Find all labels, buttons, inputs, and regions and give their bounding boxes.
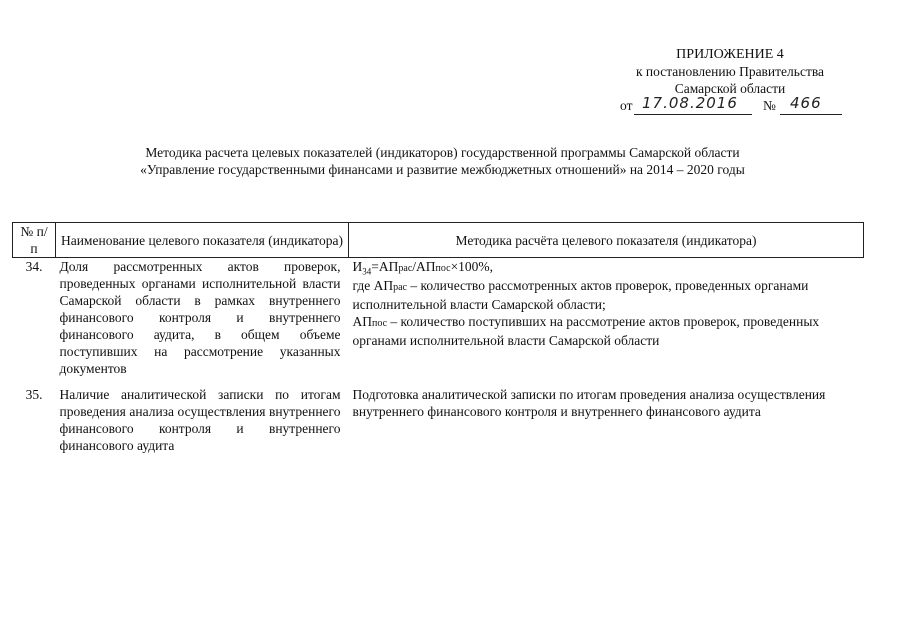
document-title xyxy=(40,144,845,178)
document-title-line-1: Методика расчета целевых показателей (индикаторов) государственной программы Самарской области xyxy=(145,145,740,160)
row-number: 34. xyxy=(25,259,43,274)
handwritten-number: 466 xyxy=(790,94,822,112)
table-row xyxy=(13,258,864,387)
table-header-row xyxy=(13,223,864,258)
header-indicator-name: Наименование целевого показателя (индикатора) xyxy=(56,223,349,258)
indicator-method xyxy=(349,258,864,387)
indicators-table-wrapper xyxy=(12,222,864,454)
formula-definition-2: АПпос – количество поступивших на рассмотрение актов проверок, проведенных органами исполнительной власти Самарской области xyxy=(352,314,820,348)
appendix-title: ПРИЛОЖЕНИЕ 4 xyxy=(676,47,784,62)
date-underline xyxy=(634,114,752,115)
number-prefix: № xyxy=(763,98,776,113)
indicator-method: Подготовка аналитической записки по итогам проведения анализа осуществления внутреннего финансового контроля и внутреннего финансового аудита xyxy=(352,387,826,419)
appendix-header xyxy=(600,46,860,117)
appendix-line-1: к постановлению Правительства xyxy=(635,64,825,79)
header-number: № п/п xyxy=(13,223,56,258)
formula-definition-1: где АПрас – количество рассмотренных актов проверок, проведенных органами исполнительной власти Самарской области; xyxy=(352,278,809,312)
handwritten-date: 17.08.2016 xyxy=(642,94,738,112)
appendix-line-2: Самарской области xyxy=(674,81,786,96)
document-title-line-2: «Управление государственными финансами и развитие межбюджетных отношений» на 2014 – 2020 годы xyxy=(140,162,745,177)
date-prefix: от xyxy=(620,98,633,113)
date-number-line xyxy=(600,94,860,117)
indicators-table xyxy=(12,222,864,454)
header-method: Методика расчёта целевого показателя (индикатора) xyxy=(349,223,864,258)
indicator-name: Доля рассмотренных актов проверок, проведенных органами исполнительной власти Самарской области в рамках внутреннего финансового контроля и внутреннего финансового аудита, в общем объеме поступивших на рассмотрение указанных документов xyxy=(59,259,341,376)
number-underline xyxy=(780,114,842,115)
indicator-name: Наличие аналитической записки по итогам проведения анализа осуществления внутреннего финансового контроля и внутреннего финансового аудита xyxy=(59,387,341,453)
formula: $И_{34}=АПрас/АПпос\times 100\%$, xyxy=(352,259,494,277)
row-number: 35. xyxy=(25,387,43,402)
table-row xyxy=(13,386,864,454)
